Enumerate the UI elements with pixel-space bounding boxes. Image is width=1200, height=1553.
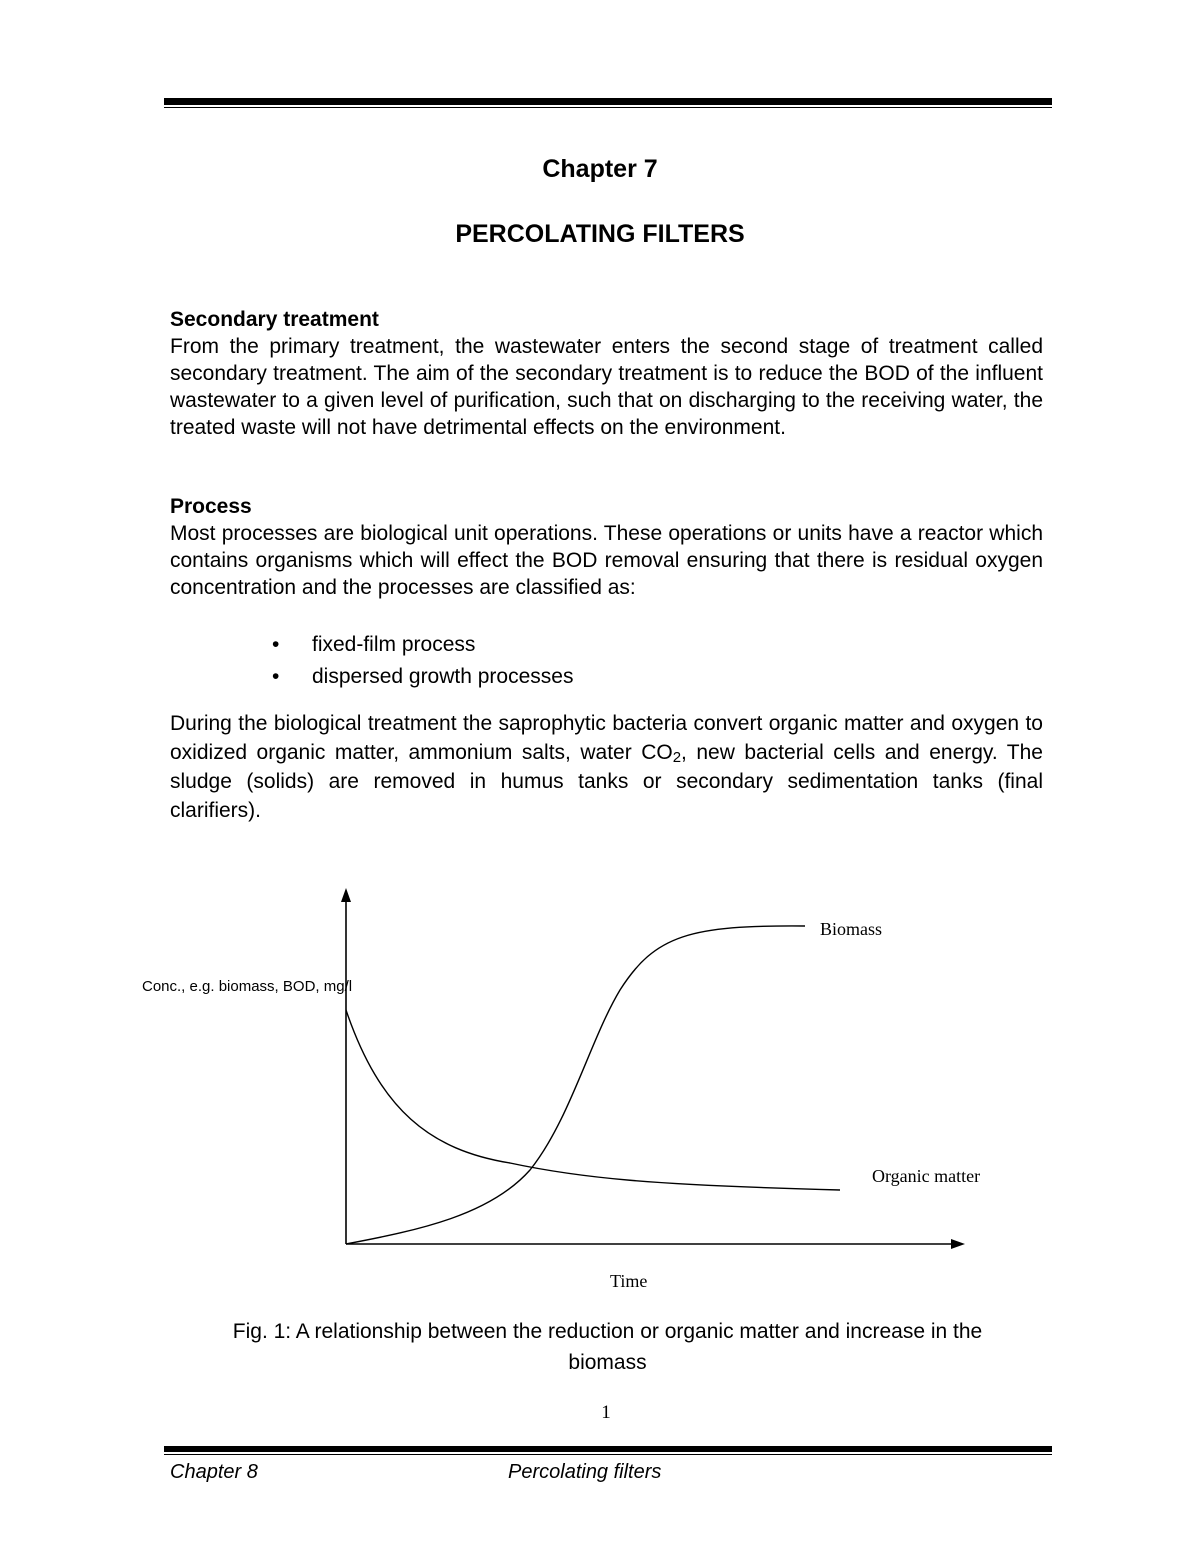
section-body: From the primary treatment, the wastewater enters the second stage of treatment called secondary treatment. The aim of the secondary treatment is to reduce the BOD of the influent wastewater to a given level of purification, such that on discharging to the receiving water, the treated waste will not have detrimental effects on the environment.	[170, 335, 1043, 439]
header-rule-thin	[164, 107, 1052, 108]
list-item-text: fixed-film process	[312, 633, 476, 656]
body-text-part2: , new bacterial cells and energy. The sludge (solids) are removed in humus tanks or secondary sedimentation tanks (final clarifiers).	[170, 741, 1043, 822]
x-axis-arrow-icon	[951, 1239, 965, 1249]
section-biological-treatment	[170, 709, 1043, 825]
footer-chapter: Chapter 8	[170, 1461, 258, 1483]
biomass-curve	[346, 926, 805, 1244]
footer-rule-thin	[164, 1454, 1052, 1455]
biomass-label: Biomass	[820, 919, 883, 939]
organic-matter-curve	[346, 1010, 840, 1190]
main-title: PERCOLATING FILTERS	[455, 220, 745, 248]
chapter-title: Chapter 7	[542, 155, 658, 183]
x-axis-label: Time	[610, 1271, 648, 1291]
co2-subscript: 2	[672, 749, 682, 766]
organic-matter-label: Organic matter	[872, 1166, 981, 1186]
header-rule	[164, 98, 1052, 105]
list-item	[272, 661, 573, 693]
process-list	[272, 629, 573, 693]
section-heading: Secondary treatment	[170, 308, 379, 331]
list-item-text: dispersed growth processes	[312, 665, 574, 688]
section-process	[170, 493, 1043, 601]
footer-title: Percolating filters	[508, 1461, 662, 1483]
body-text-part1: During the biological treatment the saprophytic bacteria convert organic matter and oxygen to oxidized organic matter, ammonium salts, water CO	[170, 712, 1043, 764]
bullet-icon: •	[272, 633, 280, 656]
footer-rule	[164, 1446, 1052, 1452]
section-secondary-treatment	[170, 306, 1043, 441]
y-axis-arrow-icon	[341, 888, 351, 902]
figure-caption	[150, 1316, 1065, 1378]
section-body: Most processes are biological unit operations. These operations or units have a reactor which contains organisms which will effect the BOD removal ensuring that there is residual oxygen concentration and the processes are classified as:	[170, 522, 1043, 599]
caption-line: biomass	[568, 1351, 647, 1374]
list-item	[272, 629, 573, 661]
section-body	[170, 709, 1043, 825]
page-number: 1	[601, 1402, 611, 1423]
caption-line: Fig. 1: A relationship between the reduction or organic matter and increase in the	[232, 1320, 983, 1343]
bullet-icon: •	[272, 665, 280, 688]
section-heading: Process	[170, 495, 252, 518]
y-axis-label: Conc., e.g. biomass, BOD, mg/l	[142, 978, 353, 995]
